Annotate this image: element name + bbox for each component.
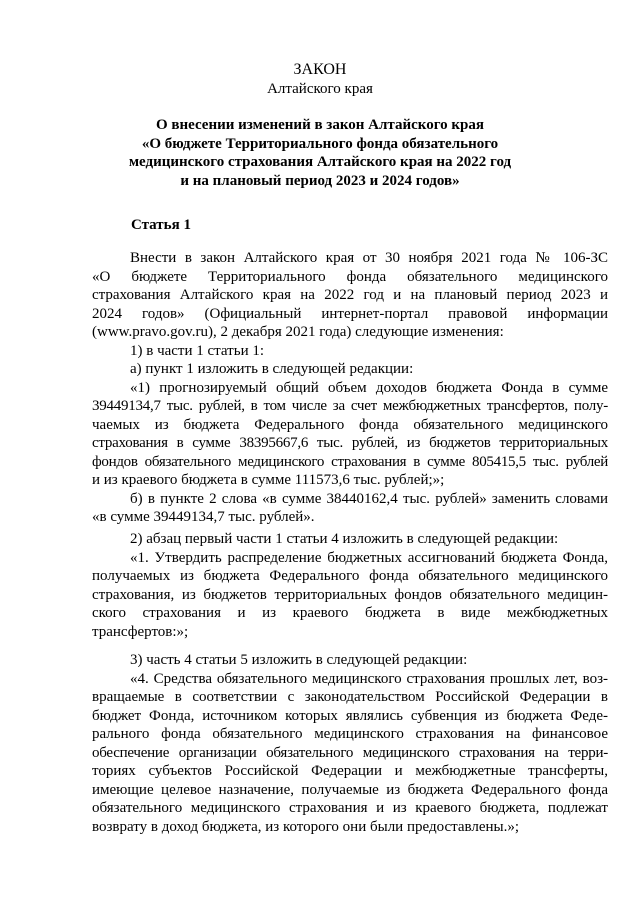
quoted-line: рального фонда обязательного медицинского страхования на финансовое [92, 726, 608, 742]
quoted-line: обязательного медицинского страхования и из краевого бюджета, подлежат [92, 800, 608, 816]
text-line: страхования Алтайского края на 2022 год и на плановый период 2023 и [92, 287, 608, 303]
quoted-line: «1. Утвердить распределение бюджетных ассигнований бюджета Фонда, [130, 549, 608, 566]
list-item: 1) в части 1 статьи 1: [130, 342, 265, 359]
quoted-line: вращаемые в соответствии с законодательством Российской Федерации в [92, 689, 608, 705]
law-heading: ЗАКОН [293, 61, 347, 78]
quoted-line: бюджет Фонда, источником которых являлись субвенция из бюджета Феде- [92, 707, 608, 724]
text-line: Внести в закон Алтайского края от 30 ноября 2021 года № 106-ЗС [130, 250, 608, 266]
quoted-line: 39449134,7 тыс. рублей, в том числе за счет межбюджетных трансфертов, полу- [92, 398, 608, 414]
quoted-line: трансфертов:»; [92, 623, 189, 640]
article-heading: Статья 1 [131, 217, 191, 233]
quoted-line: фондов обязательного медицинского страхования в сумме 805415,5 тыс. рублей [92, 453, 608, 470]
text-line: «в сумме 39449134,7 тыс. рублей». [92, 509, 315, 525]
title-line: медицинского страхования Алтайского края на 2022 год [128, 154, 512, 170]
article-body-item-3 [92, 651, 608, 836]
title-line: и на плановый период 2023 и 2024 годов» [180, 172, 460, 189]
quoted-line: имеющие целевое назначение, получаемые из бюджета Федерального фонда [92, 781, 608, 798]
article-body-item-2 [92, 530, 608, 641]
list-item: а) пункт 1 изложить в следующей редакции: [130, 361, 414, 377]
text-line: (www.pravo.gov.ru), 2 декабря 2021 года) следующие изменения: [92, 324, 504, 340]
title-line: О внесении изменений в закон Алтайского края [155, 117, 485, 133]
title-line: «О бюджете Территориального фонда обязательного [141, 135, 499, 152]
quoted-line: ториях субъектов Российской Федерации и межбюджетные трансферты, [92, 763, 608, 779]
text-line: «О бюджете Территориального фонда обязательного медицинского [92, 268, 608, 285]
quoted-line: страхования в сумме 38395667,6 тыс. рублей, из бюджетов территориальных [92, 435, 608, 451]
law-region: Алтайского края [267, 81, 373, 97]
text-line: 2024 годов» (Официальный интернет-портал правовой информации [92, 305, 608, 322]
quoted-line: страхования, из бюджетов территориальных фондов обязательного медицин- [92, 586, 608, 603]
quoted-line: чаемых из бюджета Федерального фонда обязательного медицинского [92, 416, 608, 433]
article-body [92, 249, 608, 527]
quoted-line: обеспечение организации обязательного медицинского страхования на терри- [92, 744, 608, 761]
list-item: б) в пункте 2 слова «в сумме 38440162,4 тыс. рублей» заменить словами [130, 490, 608, 507]
quoted-line: возврату в доход бюджета, из которого они были предоставлены.»; [92, 818, 520, 835]
list-item: 3) часть 4 статьи 5 изложить в следующей редакции: [130, 652, 468, 668]
quoted-line: получаемых из бюджета Федерального фонда обязательного медицинского [92, 568, 608, 584]
quoted-line: и из краевого бюджета в сумме 111573,6 тыс. рублей;»; [92, 472, 445, 488]
law-title [0, 116, 640, 190]
quoted-line: ского страхования и из краевого бюджета в виде межбюджетных [92, 605, 608, 621]
quoted-line: «4. Средства обязательного медицинского страхования прошлых лет, воз- [130, 670, 608, 687]
list-item: 2) абзац первый части 1 статьи 4 изложить в следующей редакции: [130, 531, 559, 547]
quoted-line: «1) прогнозируемый общий объем доходов бюджета Фонда в сумме [130, 379, 608, 396]
